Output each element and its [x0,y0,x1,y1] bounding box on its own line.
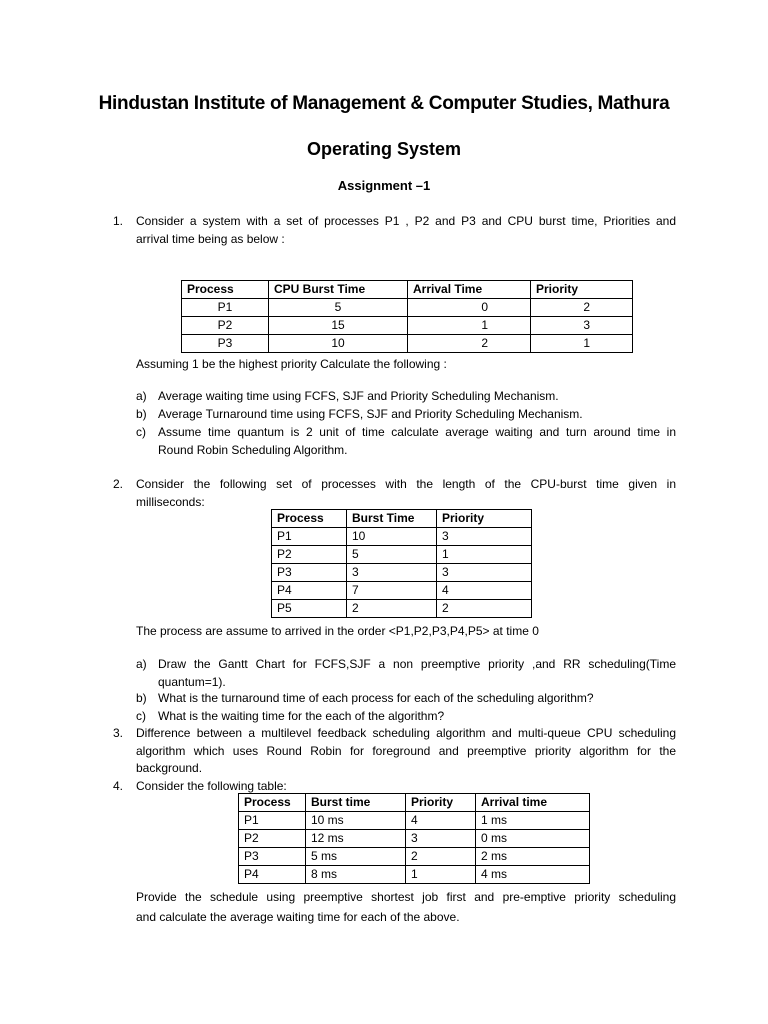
table-row [239,830,590,848]
q1-header-process: Process [182,281,269,299]
q1-header-arrival: Arrival Time [408,281,531,299]
table-cell: 2 [408,335,531,353]
table-cell: P2 [182,317,269,335]
table-cell: 2 [406,848,476,866]
q1-header-burst: CPU Burst Time [269,281,408,299]
assignment-title: Assignment –1 [337,178,431,193]
q2-table-header-row [272,510,532,528]
table-cell: 10 ms [306,812,406,830]
table-cell: 10 [347,528,437,546]
table-row [272,564,532,582]
table-cell: 0 [408,299,531,317]
table-cell: 5 [269,299,408,317]
table-cell: P1 [272,528,347,546]
q1-table-header-row [182,281,633,299]
q2-table [271,509,532,618]
q1c-text: Assume time quantum is 2 unit of time calculate average waiting and turn around time in [158,425,676,439]
table-cell: 1 [408,317,531,335]
subject-title: Operating System [306,139,462,159]
table-row [272,546,532,564]
q2-header-burst: Burst Time [347,510,437,528]
table-cell: P5 [272,600,347,618]
q2a-label: a) [136,657,147,671]
table-row [182,335,633,353]
q4-header-burst: Burst time [306,794,406,812]
table-cell: P2 [239,830,306,848]
q4-number: 4. [113,779,124,793]
table-row [239,866,590,884]
table-cell: 7 [347,582,437,600]
table-cell: 4 [406,812,476,830]
q4-note2: and calculate the average waiting time for each of the above. [136,910,460,924]
q2a-text-cont: quantum=1). [158,675,226,689]
table-cell: P3 [272,564,347,582]
q2c-text: What is the waiting time for the each of the algorithm? [158,709,445,723]
table-cell: 2 [437,600,532,618]
q1c-label: c) [136,425,146,439]
table-cell: P3 [239,848,306,866]
table-row [182,299,633,317]
q1-line2: arrival time being as below : [136,232,285,246]
table-cell: 0 ms [476,830,590,848]
table-cell: 1 [531,335,633,353]
table-cell: P4 [272,582,347,600]
table-cell: P4 [239,866,306,884]
table-cell: P1 [182,299,269,317]
table-cell: 3 [437,564,532,582]
q1a-label: a) [136,389,147,403]
q3-line2: algorithm which uses Round Robin for foreground and preemptive priority algorithm for the [136,744,676,758]
table-cell: 8 ms [306,866,406,884]
table-cell: 2 [531,299,633,317]
table-cell: 15 [269,317,408,335]
table-cell: P3 [182,335,269,353]
table-cell: 3 [531,317,633,335]
table-cell: P1 [239,812,306,830]
table-cell: 1 [406,866,476,884]
q2-number: 2. [113,477,124,491]
q2c-label: c) [136,709,146,723]
table-row [239,812,590,830]
q1-header-priority: Priority [531,281,633,299]
table-cell: 3 [406,830,476,848]
q2-note: The process are assume to arrived in the order <P1,P2,P3,P4,P5> at time 0 [136,624,539,638]
q1a-text: Average waiting time using FCFS, SJF and Priority Scheduling Mechanism. [158,389,559,403]
q1-note: Assuming 1 be the highest priority Calculate the following : [136,357,447,371]
table-cell: 3 [437,528,532,546]
table-row [272,528,532,546]
table-row [182,317,633,335]
q3-line1: Difference between a multilevel feedback scheduling algorithm and multi-queue CPU scheduling [136,726,676,740]
q3-number: 3. [113,726,124,740]
q2-line1: Consider the following set of processes with the length of the CPU-burst time given in [136,477,676,491]
q1-table [181,280,633,353]
table-cell: 5 ms [306,848,406,866]
q2-header-priority: Priority [437,510,532,528]
table-cell: 10 [269,335,408,353]
q1b-text: Average Turnaround time using FCFS, SJF and Priority Scheduling Mechanism. [158,407,583,421]
q4-header-arrival: Arrival time [476,794,590,812]
table-row [272,600,532,618]
table-cell: 1 ms [476,812,590,830]
q1b-label: b) [136,407,147,421]
q1-number: 1. [113,214,124,228]
table-cell: 4 [437,582,532,600]
q4-header-priority: Priority [406,794,476,812]
q2-line2: milliseconds: [136,495,205,509]
table-row [272,582,532,600]
table-cell: 2 ms [476,848,590,866]
q4-table-header-row [239,794,590,812]
q1-line1: Consider a system with a set of processes P1 , P2 and P3 and CPU burst time, Priorities and [136,214,676,228]
table-cell: 12 ms [306,830,406,848]
table-cell: P2 [272,546,347,564]
q3-line3: background. [136,761,203,775]
institute-title: Hindustan Institute of Management & Computer Studies, Mathura [98,93,670,114]
q4-note1: Provide the schedule using preemptive shortest job first and pre-emptive priority scheduling [136,890,676,904]
q4-table [238,793,590,884]
q2a-text: Draw the Gantt Chart for FCFS,SJF a non preemptive priority ,and RR scheduling(Time [158,657,676,671]
table-cell: 4 ms [476,866,590,884]
q2-header-process: Process [272,510,347,528]
table-cell: 5 [347,546,437,564]
table-cell: 1 [437,546,532,564]
table-row [239,848,590,866]
table-cell: 2 [347,600,437,618]
q2b-label: b) [136,691,147,705]
table-cell: 3 [347,564,437,582]
q4-header-process: Process [239,794,306,812]
q1c-text-cont: Round Robin Scheduling Algorithm. [158,443,348,457]
q2b-text: What is the turnaround time of each process for each of the scheduling algorithm? [158,691,594,705]
q4-line1: Consider the following table: [136,779,287,793]
